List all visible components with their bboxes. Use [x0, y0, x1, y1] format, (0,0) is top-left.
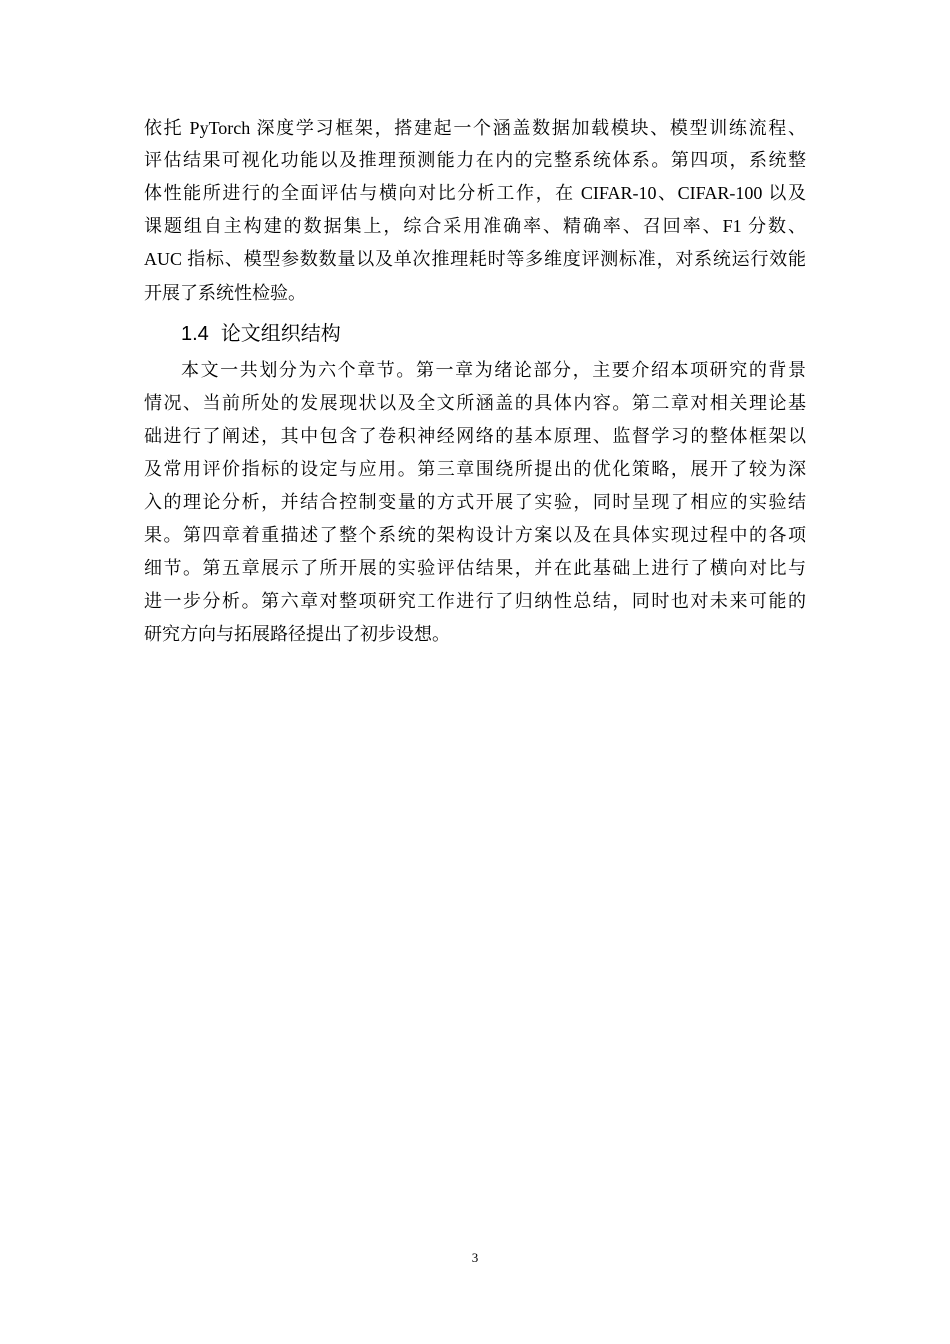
paragraph-line: 评估结果可视化功能以及推理预测能力在内的完整系统体系。第四项，系统整 [144, 150, 806, 170]
paragraph-line: 依托 PyTorch 深度学习框架，搭建起一个涵盖数据加载模块、模型训练流程、 [144, 118, 806, 138]
paragraph-line: 情况、当前所处的发展现状以及全文所涵盖的具体内容。第二章对相关理论基 [144, 393, 806, 413]
paragraph-line: 及常用评价指标的设定与应用。第三章围绕所提出的优化策略，展开了较为深 [144, 459, 806, 479]
paragraph-line: 研究方向与拓展路径提出了初步设想。 [144, 624, 450, 644]
paragraph-line: 进一步分析。第六章对整项研究工作进行了归纳性总结，同时也对未来可能的 [144, 591, 806, 611]
paragraph-line: 入的理论分析，并结合控制变量的方式开展了实验，同时呈现了相应的实验结 [144, 492, 806, 512]
paragraph-line: 果。第四章着重描述了整个系统的架构设计方案以及在具体实现过程中的各项 [144, 525, 806, 545]
paragraph-line: 细节。第五章展示了所开展的实验评估结果，并在此基础上进行了横向对比与 [144, 558, 806, 578]
section-number: 1.4 [181, 323, 209, 345]
section-heading [181, 321, 341, 347]
paragraph-line: AUC 指标、模型参数数量以及单次推理耗时等多维度评测标准，对系统运行效能 [144, 249, 806, 269]
paragraph-line: 本文一共划分为六个章节。第一章为绪论部分，主要介绍本项研究的背景 [181, 360, 806, 380]
paragraph-line: 础进行了阐述，其中包含了卷积神经网络的基本原理、监督学习的整体框架以 [144, 426, 806, 446]
section-title: 论文组织结构 [220, 323, 341, 345]
paragraph-line: 开展了系统性检验。 [144, 283, 306, 303]
page-number: 3 [471, 1250, 479, 1265]
paragraph-line: 体性能所进行的全面评估与横向对比分析工作，在 CIFAR-10、CIFAR-100 以及 [144, 183, 806, 203]
paragraph-line: 课题组自主构建的数据集上，综合采用准确率、精确率、召回率、F1 分数、 [144, 216, 806, 236]
